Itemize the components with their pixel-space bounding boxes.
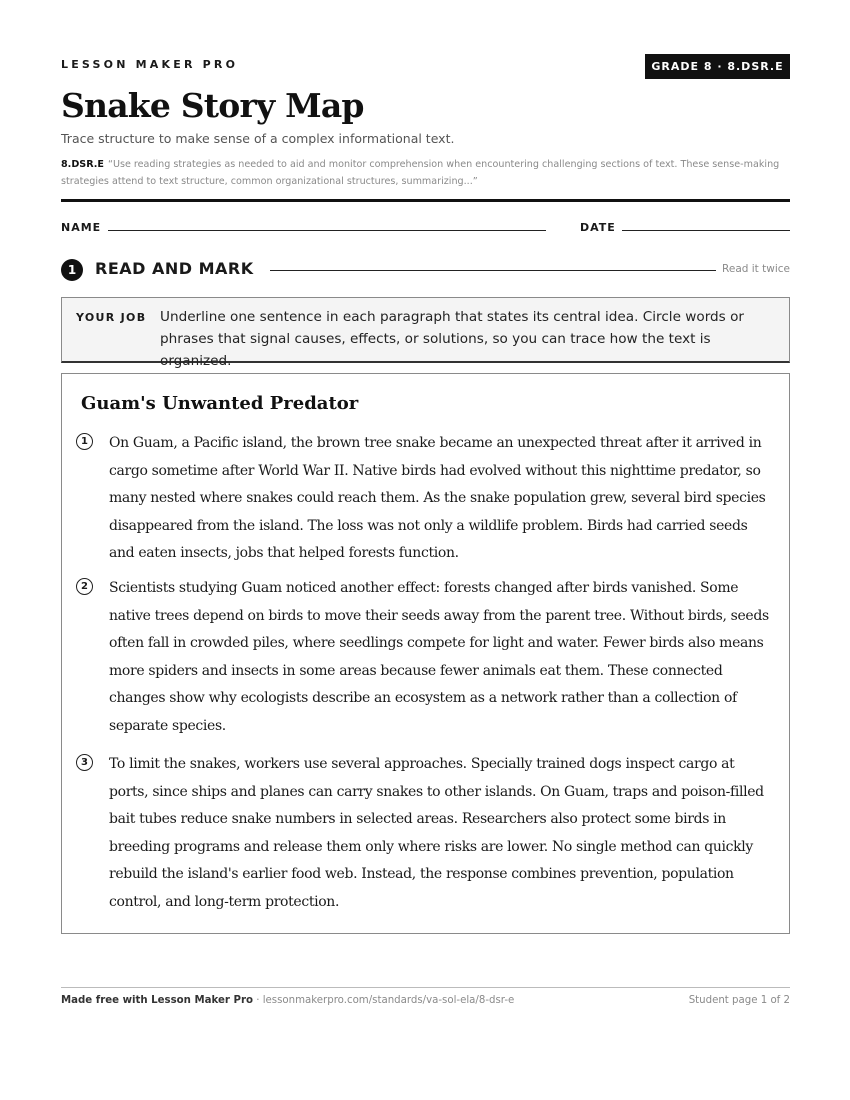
section-divider (270, 270, 716, 271)
footer-url[interactable]: lessonmakerpro.com/standards/va-sol-ela/8-dsr-e (262, 995, 515, 1006)
page-title: Snake Story Map (61, 86, 364, 125)
paragraph-number-badge: 2 (76, 578, 93, 595)
paragraph-text[interactable]: To limit the snakes, workers use several approaches. Specially trained dogs inspect cargo at ports, since ships and planes can carry snakes to other islands. On Guam, traps and poison-filled bait tubes reduce snake numbers in selected areas. Researchers also protect some birds in breeding programs and release them only where risks are lower. No single method can quickly rebuild the island's earlier food web. Instead, the response combines prevention, population control, and long-term protection. (109, 756, 764, 910)
name-label: NAME (61, 221, 102, 234)
date-label: DATE (580, 221, 616, 234)
name-field-line[interactable] (108, 230, 546, 231)
footer-divider (61, 987, 790, 988)
header-divider (61, 199, 790, 202)
grade-badge: GRADE 8 · 8.DSR.E (645, 54, 790, 79)
passage-title: Guam's Unwanted Predator (81, 393, 359, 414)
section-number-badge: 1 (61, 259, 83, 281)
page-subtitle: Trace structure to make sense of a complex informational text. (61, 131, 455, 146)
reading-passage (61, 373, 790, 934)
paragraph-number-badge: 1 (76, 433, 93, 450)
standard-text: “Use reading strategies as needed to aid and monitor comprehension when encountering challenging sections of text. These sense-making strategies attend to text structure, common organizational structures, summarizing...” (61, 159, 780, 187)
brand-name: LESSON MAKER PRO (61, 58, 239, 71)
paragraph-text[interactable]: Scientists studying Guam noticed another effect: forests changed after birds vanished. Some native trees depend on birds to move their seeds away from the parent tree. Without birds, seeds often fall in crowded piles, where seedlings compete for light and water. Fewer birds also means more spiders and insects in some areas because fewer animals eat them. These connected changes show why ecologists describe an ecosystem as a network rather than a collection of separate species. (109, 580, 769, 734)
standard-description (61, 156, 790, 190)
standard-code: 8.DSR.E (61, 159, 104, 170)
footer-made-with: Made free with Lesson Maker Pro (61, 995, 253, 1006)
section-note: Read it twice (722, 263, 790, 275)
footer-credit (61, 995, 514, 1006)
footer-page-info: Student page 1 of 2 (688, 995, 790, 1006)
section-title: READ AND MARK (95, 259, 254, 278)
date-field-line[interactable] (622, 230, 790, 231)
paragraph-number-badge: 3 (76, 754, 93, 771)
your-job-label: YOUR JOB (76, 311, 147, 324)
paragraph-text[interactable]: On Guam, a Pacific island, the brown tree snake became an unexpected threat after it arrived in cargo sometime after World War II. Native birds had evolved without this nighttime predator, so many nested where snakes could reach them. As the snake population grew, several bird species disappeared from the island. The loss was not only a wildlife problem. Birds had carried seeds and eaten insects, jobs that helped forests function. (109, 435, 766, 562)
footer-separator: · (252, 995, 263, 1006)
your-job-text: Underline one sentence in each paragraph that states its central idea. Circle words or phrases that signal causes, effects, or solutions, so you can trace how the text is organized. (160, 309, 744, 369)
your-job-box (61, 297, 790, 369)
